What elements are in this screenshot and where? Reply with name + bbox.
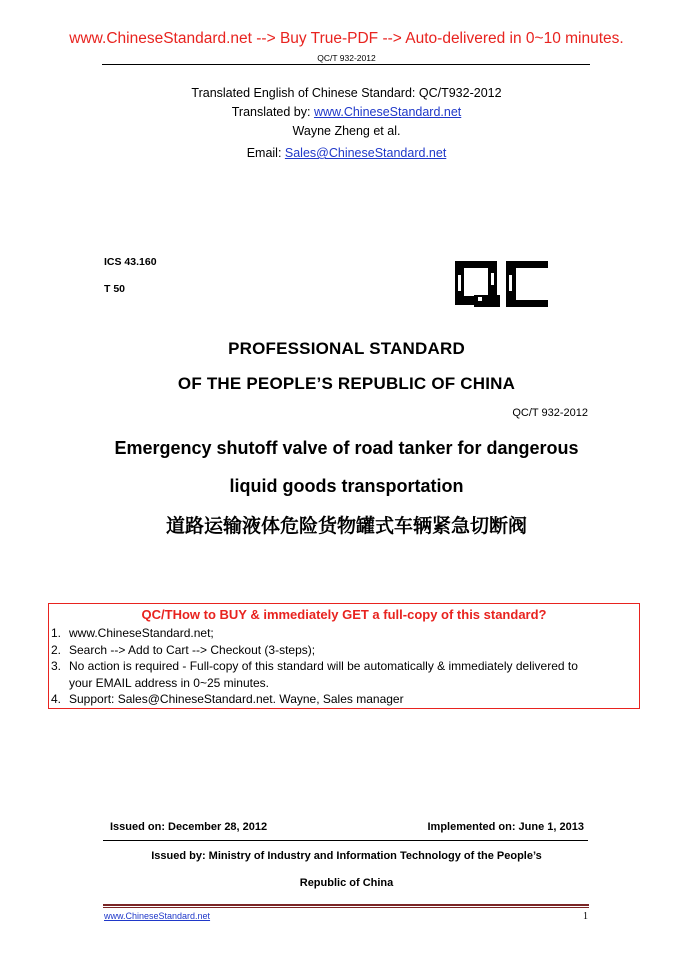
email-label: Email:: [246, 146, 285, 160]
standard-number: QC/T 932-2012: [512, 407, 588, 419]
issued-by-line1: Issued by: Ministry of Industry and Information Technology of the People’s: [151, 850, 542, 862]
translators: Wayne Zheng et al.: [292, 124, 401, 138]
buy-step-4: 4. Support: Sales@ChineseStandard.net. Wayne, Sales manager: [51, 692, 404, 706]
ics-code: ICS 43.160: [104, 256, 157, 268]
title-cn: 道路运输液体危险货物罐式车辆紧急切断阀: [165, 515, 527, 537]
top-banner[interactable]: www.ChineseStandard.net --> Buy True-PDF --> Auto-delivered in 0~10 minutes.: [69, 30, 624, 47]
buy-step-1: 1. www.ChineseStandard.net;: [51, 626, 214, 640]
page-number: 1: [583, 911, 588, 922]
buy-instructions-box: [48, 603, 640, 709]
buy-steps-list: [51, 625, 578, 708]
standard-type-line1: PROFESSIONAL STANDARD: [228, 339, 465, 358]
buy-box-heading: QC/THow to BUY & immediately GET a full-copy of this standard?: [141, 607, 547, 622]
translated-by-line: [0, 105, 693, 119]
translated-line: Translated English of Chinese Standard: QC/T932-2012: [191, 86, 502, 100]
footer-rule-thin: [103, 907, 589, 908]
header-rule: [102, 64, 590, 65]
title-en-line2: liquid goods transportation: [229, 476, 464, 496]
title-en-line1: Emergency shutoff valve of road tanker for dangerous: [114, 438, 579, 458]
buy-step-2: 2. Search --> Add to Cart --> Checkout (3-steps);: [51, 642, 316, 657]
footer-website-link[interactable]: www.ChineseStandard.net: [104, 911, 211, 921]
qc-logo: [454, 259, 550, 309]
email-link[interactable]: Sales@ChineseStandard.net: [284, 146, 447, 160]
buy-step-3: 3. No action is required - Full-copy of this standard will be automatically & immediately delivered to your EMAIL address in 0~25 minutes.: [51, 659, 578, 690]
issued-by-line2: Republic of China: [299, 877, 394, 889]
footer-rule-thick: [103, 904, 589, 906]
email-line: [0, 146, 693, 160]
standard-type-line2: OF THE PEOPLE’S REPUBLIC OF CHINA: [177, 374, 516, 393]
issue-separator-rule: [103, 840, 588, 841]
issued-on-date: Issued on: December 28, 2012: [110, 821, 268, 833]
classification-code: T 50: [104, 283, 126, 295]
translator-website-link[interactable]: www.ChineseStandard.net: [313, 105, 462, 119]
qc-logo-letter-c: [506, 261, 548, 307]
header-standard-code: QC/T 932-2012: [317, 53, 376, 63]
translated-by-label: Translated by:: [231, 105, 314, 119]
qc-logo-letter-q: [455, 261, 500, 307]
implemented-on-date: Implemented on: June 1, 2013: [427, 821, 584, 833]
